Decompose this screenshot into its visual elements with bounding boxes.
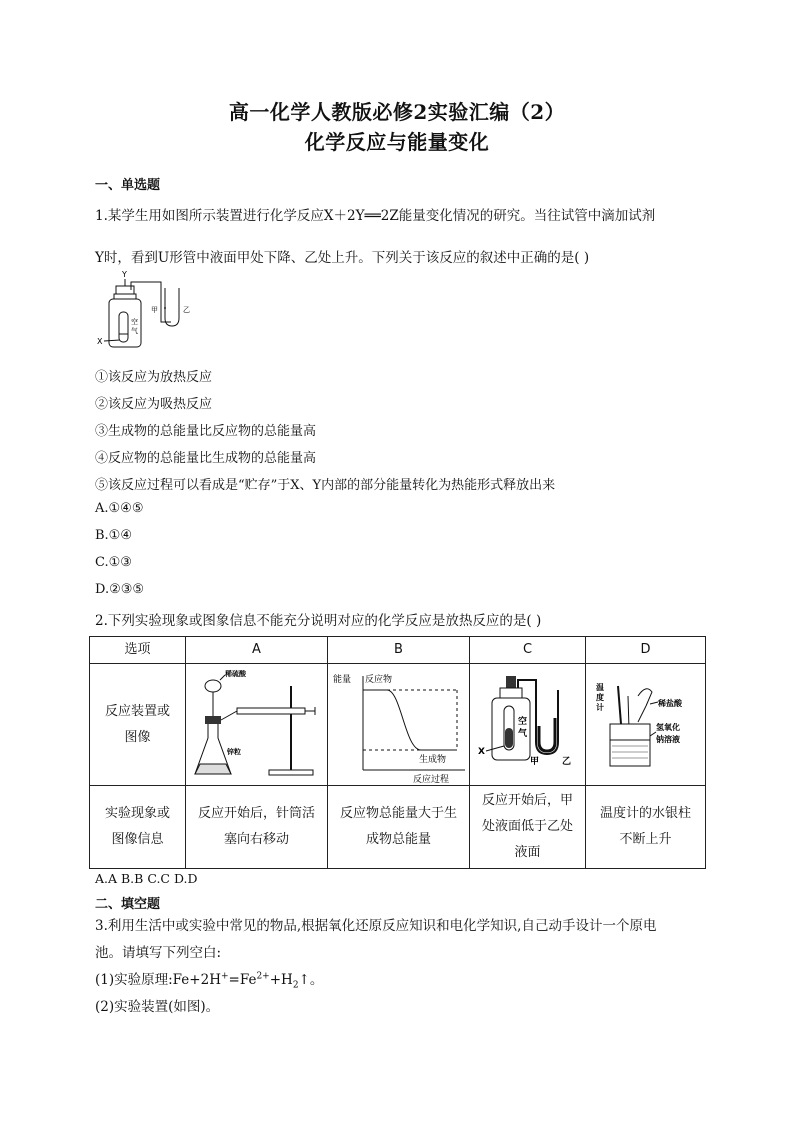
q1-option-d: D.②③⑤ xyxy=(95,582,145,597)
q3-stem-line1: 3.利用生活中或实验中常见的物品,根据氧化还原反应知识和电化学知识,自己动手设计一个原电 xyxy=(95,918,657,934)
q1-fig-test-tube xyxy=(119,312,128,342)
q2-figure-d-thermometer-apparatus xyxy=(588,666,704,784)
q2-table-header-row xyxy=(90,637,706,664)
q3-principle-charge: + xyxy=(220,971,229,982)
fig-c-air2: 气 xyxy=(517,728,527,739)
q2-header-cell: A xyxy=(186,637,328,664)
page-title: 高一化学人教版必修2实验汇编（2） xyxy=(228,100,566,124)
q3-principle-charge: 2+ xyxy=(256,971,270,982)
q2-options: A.A B.B C.C D.D xyxy=(95,871,198,886)
q3-principle-part: +H xyxy=(269,972,293,988)
q2-row-label-line: 图像 xyxy=(124,729,151,745)
q2-cell-line: 反应开始后，甲 xyxy=(481,793,573,808)
fig-c-label-yi: 乙 xyxy=(561,756,571,767)
q1-statement: ②该反应为吸热反应 xyxy=(95,397,213,412)
fig-b-product-label: 生成物 xyxy=(418,754,446,765)
q1-option-a: A.①④⑤ xyxy=(95,501,144,516)
fig-c-liquid xyxy=(505,728,513,748)
q1-statement: ③生成物的总能量比反应物的总能量高 xyxy=(95,424,317,439)
q2-row-label xyxy=(90,786,186,869)
fig-a-syringe xyxy=(237,708,305,714)
q2-cell-d xyxy=(586,786,706,869)
section-heading-single-choice: 一、单选题 xyxy=(95,178,161,193)
fig-a-stand-base xyxy=(269,770,313,775)
q2-cell-line: 成物总能量 xyxy=(365,832,431,847)
fig-c-dropper xyxy=(506,676,516,688)
q2-cell-line: 反应开始后，针筒活 xyxy=(197,806,315,821)
q1-fig-air2: 气 xyxy=(131,327,138,335)
fig-a-label-acid: 稀硫酸 xyxy=(224,669,246,678)
q2-table-text-row xyxy=(90,786,706,869)
q2-table-figure-row xyxy=(90,664,706,786)
q2-figure-b-cell xyxy=(328,664,470,786)
q1-apparatus-figure xyxy=(95,268,205,356)
q2-figure-c-cell xyxy=(470,664,586,786)
section-heading-fill-blank: 二、填空题 xyxy=(95,897,161,912)
fig-a-connector xyxy=(221,711,237,720)
q3-principle-part: (1)实验原理:Fe+2H xyxy=(95,972,221,988)
q3-stem-line2: 池。请填写下列空白: xyxy=(95,945,222,961)
q2-cell-line: 液面 xyxy=(514,845,541,860)
q3-principle-part: ↑。 xyxy=(298,972,324,988)
q2-cell-b xyxy=(328,786,470,869)
q1-option-b: B.①④ xyxy=(95,528,132,543)
fig-c-stopper xyxy=(500,688,522,698)
q2-stem: 2.下列实验现象或图象信息不能充分说明对应的化学反应是放热反应的是( ) xyxy=(95,613,542,629)
q1-stem-line2: Y时，看到U形管中液面甲处下降、乙处上升。下列关于该反应的叙述中正确的是( ) xyxy=(95,250,590,266)
fig-a-stopper xyxy=(205,716,221,724)
q2-table xyxy=(89,636,706,869)
q2-cell-line: 不断上升 xyxy=(619,832,672,847)
q1-statement: ④反应物的总能量比生成物的总能量高 xyxy=(95,451,317,466)
q2-row-label xyxy=(90,664,186,786)
fig-c-air1: 空 xyxy=(517,716,527,727)
q3-principle xyxy=(95,968,323,991)
q1-statement: ⑤该反应过程可以看成是“贮存”于X、Y内部的部分能量转化为热能形式释放出来 xyxy=(95,478,556,493)
q1-fig-label-jia: 甲 xyxy=(151,306,158,314)
q1-statement: ①该反应为放热反应 xyxy=(95,370,213,385)
q3-apparatus-line: (2)实验装置(如图)。 xyxy=(95,999,220,1015)
q1-fig-label-y: Y xyxy=(122,270,127,279)
q2-figure-c-u-tube-apparatus xyxy=(472,666,584,784)
fig-d-label-hcl: 稀盐酸 xyxy=(657,698,682,708)
fig-d-label-naoh2: 钠溶液 xyxy=(655,734,680,744)
q2-header-cell: B xyxy=(328,637,470,664)
q1-fig-neck xyxy=(114,294,136,299)
fig-c-u-liquid xyxy=(539,718,555,751)
q3-principle-subscript: 2 xyxy=(292,980,299,991)
q2-header-cell: 选项 xyxy=(90,637,186,664)
q2-header-cell: D xyxy=(586,637,706,664)
q2-row-label-line: 反应装置或 xyxy=(104,703,170,719)
q2-figure-b-energy-diagram xyxy=(329,666,469,784)
fig-d-thermo2: 度 xyxy=(595,692,604,702)
page-subtitle: 化学反应与能量变化 xyxy=(304,130,490,154)
q1-fig-label-x: X xyxy=(97,337,103,346)
fig-d-thermo1: 温 xyxy=(595,682,604,692)
fig-b-xlabel: 反应过程 xyxy=(412,774,449,784)
q2-row-label-line: 图像信息 xyxy=(111,832,164,847)
fig-a-funnel xyxy=(205,680,221,692)
fig-d-hand xyxy=(638,688,652,705)
fig-b-reactant-label: 反应物 xyxy=(364,674,392,685)
fig-b-curve xyxy=(363,690,457,750)
q1-stem-line1: 1.某学生用如图所示装置进行化学反应X＋2Y══2Z能量变化情况的研究。当往试管中滴加试剂 xyxy=(95,208,656,224)
q2-figure-a-syringe-apparatus xyxy=(187,666,327,784)
fig-c-label-x: X xyxy=(477,746,485,757)
fig-d-hcl-pointer xyxy=(650,702,658,704)
q2-figure-d-cell xyxy=(586,664,706,786)
fig-a-liquid xyxy=(195,764,231,774)
fig-d-pipette xyxy=(638,706,646,722)
q2-figure-a-cell xyxy=(186,664,328,786)
q2-header-cell: C xyxy=(470,637,586,664)
q1-fig-air1: 空 xyxy=(131,318,138,326)
q2-cell-c xyxy=(470,786,586,869)
fig-a-label-zinc: 锌粒 xyxy=(226,747,241,756)
fig-d-label-naoh1: 氢氧化 xyxy=(655,722,680,732)
q2-cell-line: 处液面低于乙处 xyxy=(481,819,573,834)
q1-fig-u-tube xyxy=(165,288,179,326)
q2-cell-line: 反应物总能量大于生 xyxy=(339,806,457,821)
q3-principle-part: =Fe xyxy=(228,972,257,988)
fig-c-label-jia: 甲 xyxy=(529,756,539,767)
q2-cell-a xyxy=(186,786,328,869)
fig-b-ylabel: 能量 xyxy=(332,674,351,685)
q2-row-label-line: 实验现象或 xyxy=(104,806,170,821)
fig-d-thermo3: 计 xyxy=(595,702,604,712)
fig-d-beaker xyxy=(610,724,650,766)
q2-cell-line: 塞向右移动 xyxy=(223,832,289,847)
q2-cell-line: 温度计的水银柱 xyxy=(599,806,691,821)
q1-option-c: C.①③ xyxy=(95,555,132,570)
q1-fig-label-yi: 乙 xyxy=(183,306,190,314)
